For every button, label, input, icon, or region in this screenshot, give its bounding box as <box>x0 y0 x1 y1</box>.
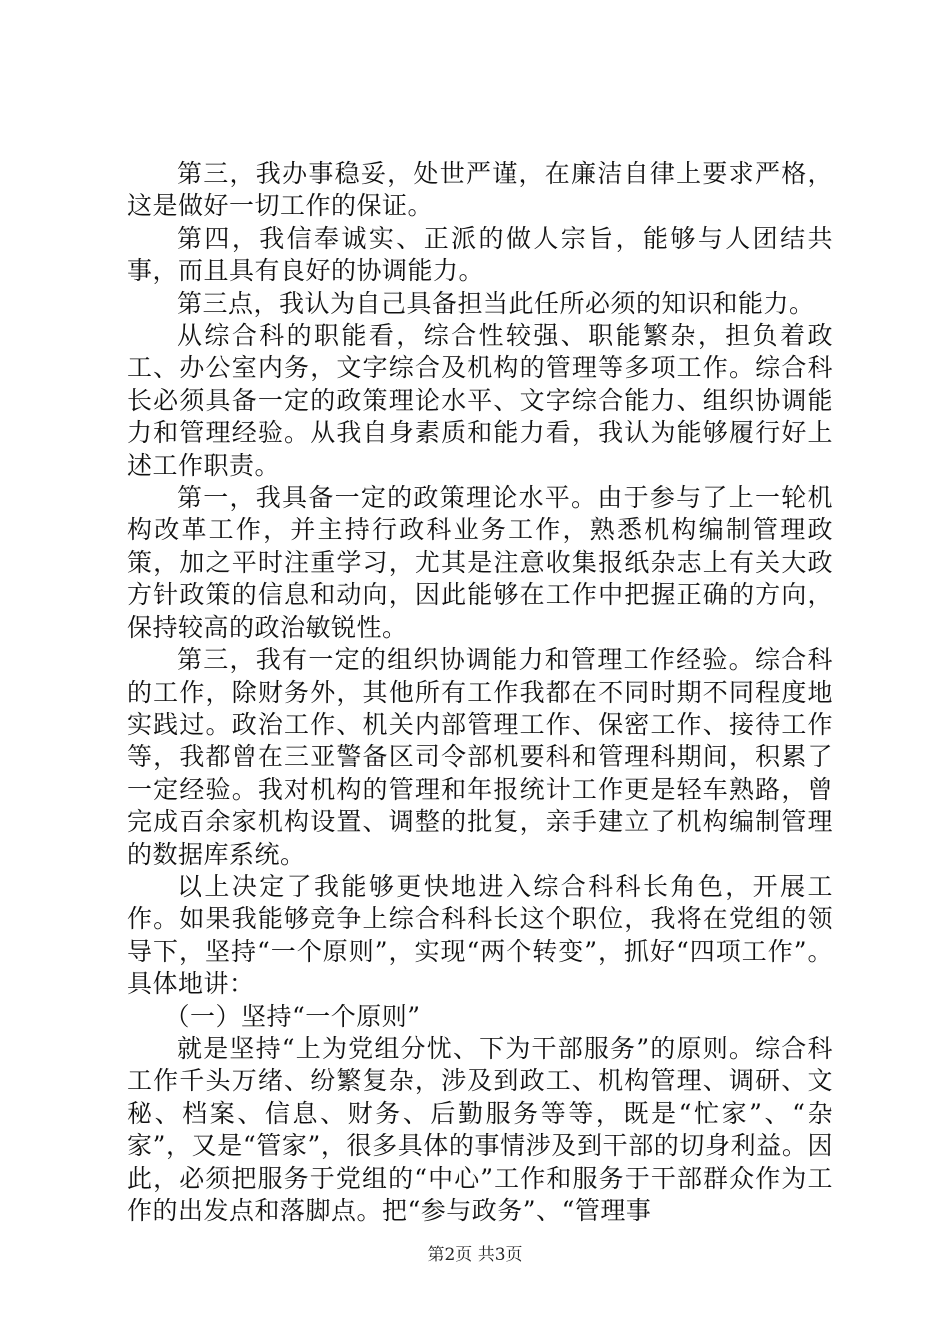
paragraph-1: 第三，我办事稳妥，处世严谨，在廉洁自律上要求严格，这是做好一切工作的保证。 <box>127 159 833 221</box>
paragraph-7: 以上决定了我能够更快地进入综合科科长角色，开展工作。如果我能够竞争上综合科科长这个职位，我将在党组的领导下，坚持“一个原则”，实现“两个转变”，抓好“四项工作”。具体地讲： <box>127 871 833 999</box>
page-number-footer: 第2页 共3页 <box>427 1245 523 1265</box>
paragraph-3: 第三点，我认为自己具备担当此任所必须的知识和能力。 <box>177 288 815 318</box>
paragraph-4: 从综合科的职能看，综合性较强、职能繁杂，担负着政工、办公室内务，文字综合及机构的管理等多项工作。综合科长必须具备一定的政策理论水平、文字综合能力、组织协调能力和管理经验。从我自身素质和能力看，我认为能够履行好上述工作职责。 <box>127 321 833 480</box>
paragraph-6: 第三，我有一定的组织协调能力和管理工作经验。综合科的工作，除财务外，其他所有工作我都在不同时期不同程度地实践过。政治工作、机关内部管理工作、保密工作、接待工作等，我都曾在三亚警备区司令部机要科和管理科期间，积累了一定经验。我对机构的管理和年报统计工作更是轻车熟路，曾完成百余家机构设置、调整的批复，亲手建立了机构编制管理的数据库系统。 <box>127 645 833 869</box>
document-body <box>127 158 833 1227</box>
paragraph-2: 第四，我信奉诚实、正派的做人宗旨，能够与人团结共事，而且具有良好的协调能力。 <box>127 223 833 286</box>
paragraph-9: 就是坚持“上为党组分忧、下为干部服务”的原则。综合科工作千头万绪、纷繁复杂，涉及到政工、机构管理、调研、文秘、档案、信息、财务、后勤服务等等，既是“忙家”、“杂家”，又是“管家”，很多具体的事情涉及到干部的切身利益。因此，必须把服务于党组的“中心”工作和服务于干部群众作为工作的出发点和落脚点。把“参与政务”、“管理事 <box>127 1033 833 1225</box>
section-heading: （一）坚持“一个原则” <box>164 1001 421 1031</box>
paragraph-5: 第一，我具备一定的政策理论水平。由于参与了上一轮机构改革工作，并主持行政科业务工作，熟悉机构编制管理政策，加之平时注重学习，尤其是注意收集报纸杂志上有关大政方针政策的信息和动向，因此能够在工作中把握正确的方向，保持较高的政治敏锐性。 <box>127 483 833 642</box>
